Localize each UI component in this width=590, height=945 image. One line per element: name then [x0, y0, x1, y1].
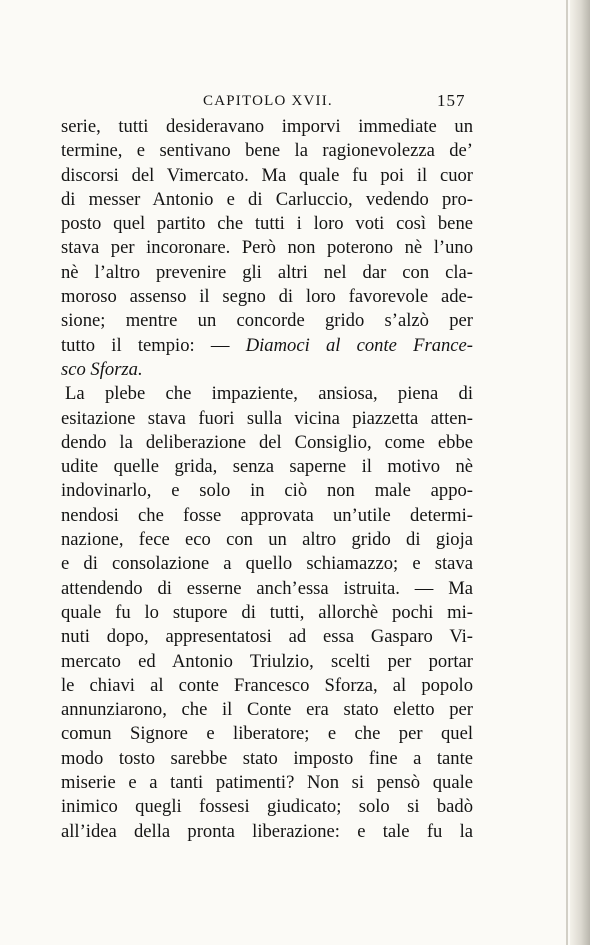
text-line: quale fu lo stupore di tutti, allorchè pochi mi- [61, 601, 473, 623]
text-line: nazione, fece eco con un altro grido di gioja [61, 529, 473, 551]
body-text [61, 115, 473, 844]
italic-quote-end: sco Sforza. [61, 358, 143, 380]
text-line: mercato ed Antonio Triulzio, scelti per portar [61, 650, 473, 672]
text-line: di messer Antonio e di Carluccio, vedendo pro- [61, 188, 473, 210]
text-line: serie, tutti desideravano imporvi immediate un [61, 116, 473, 137]
text-line: termine, e sentivano bene la ragionevolezza de’ [61, 140, 473, 162]
paragraph-start-line: La plebe che impaziente, ansiosa, piena di [65, 383, 473, 405]
page-edge-shadow [570, 0, 590, 945]
text-line: esitazione stava fuori sulla vicina piazzetta atten- [61, 407, 473, 429]
text-line: discorsi del Vimercato. Ma quale fu poi il cuor [61, 164, 473, 186]
text-line: dendo la deliberazione del Consiglio, come ebbe [61, 431, 473, 453]
running-head: CAPITOLO XVII. [203, 93, 333, 109]
text-line: all’idea della pronta liberazione: e tale fu la [61, 820, 473, 842]
text-line-prefix: tutto il tempio: — [61, 334, 246, 356]
page-header [0, 93, 590, 117]
text-line: e di consolazione a quello schiamazzo; e stava [61, 553, 473, 575]
text-line: posto quel partito che tutti i loro voti così bene [61, 213, 473, 235]
text-line: stava per incoronare. Però non poterono nè l’uno [61, 237, 473, 259]
text-line: le chiavi al conte Francesco Sforza, al popolo [61, 674, 473, 696]
italic-quote: Diamoci al conte France- [245, 334, 474, 356]
text-line: annunziarono, che il Conte era stato eletto per [61, 699, 473, 721]
text-line: attendendo di esserne anch’essa istruita. — Ma [61, 577, 473, 599]
text-line: nendosi che fosse approvata un’utile determi- [61, 504, 473, 526]
text-line: nè l’altro prevenire gli altri nel dar con cla- [61, 261, 473, 283]
text-line: sione; mentre un concorde grido s’alzò per [61, 310, 473, 332]
page-edge-shadow-line [566, 0, 568, 945]
text-line: miserie e a tanti patimenti? Non si pensò quale [61, 772, 473, 794]
text-line: indovinarlo, e solo in ciò non male appo- [61, 480, 473, 502]
text-line: comun Signore e liberatore; e che per quel [61, 723, 473, 745]
text-line: inimico quegli fossesi giudicato; solo si badò [61, 796, 473, 818]
page-number: 157 [437, 91, 466, 110]
text-line-with-italic [61, 334, 473, 358]
text-line: udite quelle grida, senza saperne il motivo nè [61, 456, 473, 478]
text-line: modo tosto sarebbe stato imposto fine a tante [61, 747, 473, 769]
text-line: moroso assenso il segno di loro favorevole ade- [61, 286, 473, 308]
text-line: nuti dopo, appresentatosi ad essa Gasparo Vi- [61, 626, 473, 648]
